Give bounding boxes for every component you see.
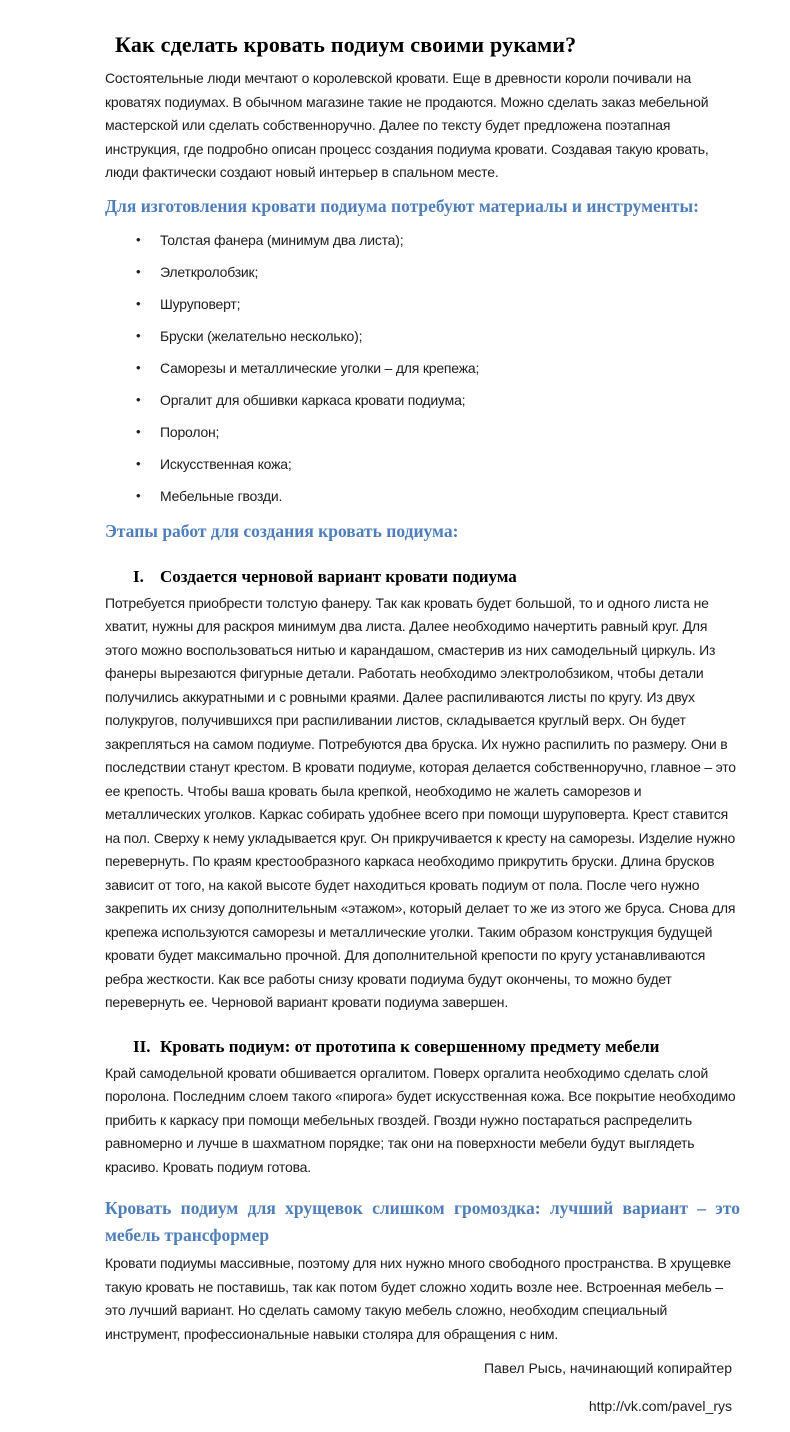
section-2-number: II. — [133, 1036, 151, 1056]
bullet-icon: • — [136, 231, 141, 247]
bullet-icon: • — [136, 359, 141, 375]
material-item-label: Бруски (желательно несколько); — [160, 327, 363, 344]
bullet-icon: • — [136, 263, 141, 279]
section-2-body: Край самодельной кровати обшивается оргалитом. Поверх оргалита необходимо сделать слой поролона. Последним слоем такого «пирога» будет искусственная кожа. Все покрытие необходимо прибить к каркасу при помощи мебельных гвоздей. Гвозди нужно постараться распределить равномерно и лучше в шахматном порядке; так они на поверхности мебели будут выглядеть красиво. Кровать подиум готова. — [105, 1064, 736, 1175]
section-1-number: I. — [133, 566, 144, 586]
material-item — [105, 358, 705, 378]
materials-list — [105, 230, 705, 506]
transformer-heading: Кровать подиум для хрущевок слишком громоздка: лучший вариант – это мебель трансформер — [105, 1198, 740, 1245]
footer-author: Павел Рысь, начинающий копирайтер — [483, 1360, 732, 1376]
footer-url: http://vk.com/pavel_rys — [588, 1398, 732, 1414]
material-item-label: Искусственная кожа; — [160, 455, 292, 472]
material-item-label: Толстая фанера (минимум два листа); — [160, 231, 404, 248]
materials-heading: Для изготовления кровати подиума потребуют материалы и инструменты: — [105, 195, 699, 216]
bullet-icon: • — [136, 487, 141, 503]
material-item — [105, 390, 705, 410]
intro-paragraph: Состоятельные люди мечтают о королевской кровати. Еще в древности короли почивали на кроватях подиумах. В обычном магазине такие не продаются. Можно сделать заказ мебельной мастерской или сделать собственноручно. Далее по тексту будет предложена поэтапная инструкция, где подробно описан процесс создания подиума кровати. Создавая такую кровать, люди фактически создают новый интерьер в спальном месте. — [105, 70, 709, 180]
section-1-body: Потребуется приобрести толстую фанеру. Так как кровать будет большой, то и одного листа не хватит, нужны для раскроя минимум два листа. Далее необходимо начертить равный круг. Для этого можно воспользоваться нитью и карандашом, смастерив из них самодельный циркуль. Из фанеры вырезаются фигурные детали. Работать необходимо электролобзиком, чтобы детали получились аккуратными и с ровными краями. Далее распиливаются листы по кругу. Из двух полукругов, получившихся при распиливании листов, складывается круглый верх. Он будет закрепляться на самом подиуме. Потребуются два бруска. Их нужно распилить по размеру. Они в последствии станут крестом. В кровати подиуме, которая делается собственноручно, главное – это ее крепость. Чтобы ваша кровать была крепкой, необходимо не жалеть саморезов и металлических уголков. Каркас собирать удобнее всего при помощи шуруповерта. Крест ставится на пол. Сверху к нему укладывается круг. Он прикручивается к кресту на саморезы. Изделие нужно перевернуть. По краям крестообразного каркаса необходимо прикрутить бруски. Длина брусков зависит от того, на какой высоте будет находиться кровать подиум от пола. После чего нужно закрепить их снизу дополнительным «этажом», который делает то же из этого же бруса. Снова для крепежа используются саморезы и металлические уголки. Таким образом конструкция будущей кровати будет максимально прочной. Для дополнительной крепости по кругу устанавливаются ребра жесткости. Как все работы снизу кровати подиума будут окончены, то можно будет перевернуть ее. Черновой вариант кровати подиума завершен. — [105, 594, 736, 1010]
bullet-icon: • — [136, 295, 141, 311]
material-item — [105, 262, 705, 282]
material-item-label: Мебельные гвозди. — [160, 487, 283, 504]
section-1-heading — [105, 565, 740, 589]
material-item — [105, 422, 705, 442]
bullet-icon: • — [136, 423, 141, 439]
material-item-label: Саморезы и металлические уголки – для крепежа; — [160, 359, 480, 376]
material-item-label: Элеткролобзик; — [160, 263, 259, 280]
section-1-title: Создается черновой вариант кровати подиума — [160, 566, 517, 586]
bullet-icon: • — [136, 327, 141, 343]
material-item — [105, 230, 705, 250]
material-item — [105, 454, 705, 474]
bullet-icon: • — [136, 391, 141, 407]
material-item-label: Оргалит для обшивки каркаса кровати подиума; — [160, 391, 466, 408]
section-2-title: Кровать подиум: от прототипа к совершенному предмету мебели — [160, 1036, 660, 1056]
material-item — [105, 294, 705, 314]
section-2-heading — [105, 1035, 740, 1059]
material-item-label: Поролон; — [160, 423, 220, 440]
bullet-icon: • — [136, 455, 141, 471]
document-footer — [105, 1360, 740, 1415]
page-title: Как сделать кровать подиум своими руками? — [115, 32, 577, 57]
material-item — [105, 326, 705, 346]
material-item-label: Шуруповерт; — [160, 295, 241, 312]
transformer-paragraph: Кровати подиумы массивные, поэтому для них нужно много свободного пространства. В хрущевке такую кровать не поставишь, так как потом будет сложно ходить возле нее. Встроенная мебель – это лучший вариант. Но сделать самому такую мебель сложно, необходим специальный инструмент, профессиональные навыки столяра для обращения с ним. — [105, 1255, 731, 1342]
stages-heading: Этапы работ для создания кровать подиума: — [105, 520, 459, 541]
material-item — [105, 486, 705, 506]
